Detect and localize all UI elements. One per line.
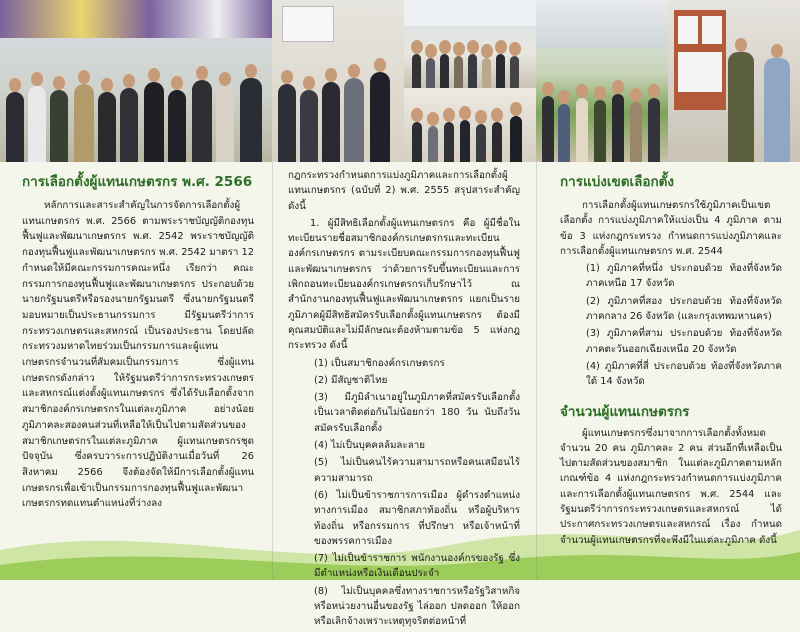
qualification-item-3: (3) มีภูมิลำเนาอยู่ในภูมิภาคที่สมัครรับเลือกตั้ง เป็นเวลาติดต่อกันไม่น้อยกว่า 180 วัน นับถึงวันสมัครรับเลือกตั้ง (314, 392, 520, 434)
group-photo-officials (0, 0, 272, 162)
qualification-item-5: (5) ไม่เป็นคนไร้ความสามารถหรือคนเสมือนไร้ความสามารถ (314, 457, 520, 484)
heading-representative-count: จำนวนผู้แทนเกษตรกร (560, 403, 690, 420)
queue-registration-photo (404, 0, 536, 88)
qualification-item-1: (1) เป็นสมาชิกองค์กรเกษตรกร (314, 357, 445, 369)
heading-constituency-division: การแบ่งเขตเลือกตั้ง (560, 174, 675, 190)
column-election-overview (22, 162, 254, 514)
region-item-2: (2) ภูมิภาคที่สอง ประกอบด้วย ท้องที่จังหวัดภาคกลาง 26 จังหวัด (และกรุงเทพมหานคร) (586, 295, 782, 323)
region-item-3: (3) ภูมิภาคที่สาม ประกอบด้วย ท้องที่จังหวัดภาคตะวันออกเฉียงเหนือ 20 จังหวัด (586, 328, 782, 355)
qualification-item-6: (6) ไม่เป็นข้าราชการการเมือง ผู้ดำรงตำแหน่งทางการเมือง สมาชิกสภาท้องถิ่น หรือผู้บริหารท้องถิ่น หรือกรรมการ ที่ปรึกษา หรือเจ้าหน้าที่ของพรรคการเมือง (314, 489, 520, 547)
heading-election-2566: การเลือกตั้งผู้แทนเกษตรกร พ.ศ. 2566 (22, 174, 253, 190)
qualification-item-7: (7) ไม่เป็นข้าราชการ พนักงานองค์กรของรัฐ ซึ่งมีตำแหน่งหรือเงินเดือนประจำ (314, 553, 520, 580)
qualification-item-2: (2) มีสัญชาติไทย (314, 374, 388, 386)
constituency-paragraph: การเลือกตั้งผู้แทนเกษตรกรใช้ภูมิภาคเป็นเขตเลือกตั้ง การแบ่งภูมิภาคให้แบ่งเป็น 4 ภูมิภาค ตามข้อ 3 แห่งกฎกระทรวง กำหนดการแบ่งภูมิภาคและการเลือกตั้งผู้แทนเกษตรกร พ.ศ. 2544 (560, 200, 782, 257)
photo-strip (0, 0, 800, 162)
notice-board-photo (668, 0, 800, 162)
column-constituency (560, 162, 782, 550)
region-item-1: (1) ภูมิภาคที่หนึ่ง ประกอบด้วย ท้องที่จังหวัดภาคเหนือ 17 จังหวัด (586, 263, 782, 290)
qualification-item-4: (4) ไม่เป็นบุคคลล้มละลาย (314, 440, 425, 452)
column-ministerial-regulation (288, 162, 520, 632)
region-item-4: (4) ภูมิภาคที่สี่ ประกอบด้วย ท้องที่จังหวัดภาคใต้ 14 จังหวัด (586, 360, 782, 388)
representative-count-paragraph: ผู้แทนเกษตรกรซึ่งมาจากการเลือกตั้งทั้งหมดจำนวน 20 คน ภูมิภาคละ 2 คน ส่วนอีกที่เหลือเป็นไปตามสัดส่วนของสมาชิก ในแต่ละภูมิภาคตามหลักเกณฑ์ข้อ 4 แห่งกฎกระทรวงกำหนดการแบ่งภูมิภาค และการเลือกตั้งผู้แทนเกษตรกร พ.ศ. 2544 และรัฐมนตรีว่าการกระทรวงเกษตรและสหกรณ์ ได้ประกาศกระทรวงเกษตรและสหกรณ์ เรื่อง กำหนดจำนวนผู้แทนเกษตรกรที่จะพึงมีในแต่ละภูมิภาค ดังนี้ (560, 427, 782, 546)
classroom-voting-photo (404, 88, 536, 162)
outdoor-queue-photo (536, 0, 668, 162)
qualification-item-8: (8) ไม่เป็นบุคคลซึ่งทางราชการหรือรัฐวิสาหกิจ หรือหน่วยงานอื่นของรัฐ ไล่ออก ปลดออก ให้ออกหรือเลิกจ้างเพราะเหตุทุจริตต่อหน้าที่ (314, 585, 520, 628)
eligibility-point-1: 1. ผู้มีสิทธิเลือกตั้งผู้แทนเกษตรกร คือ ผู้มีชื่อในทะเบียนรายชื่อสมาชิกองค์กรเกษตรกรและทะเบียนองค์กรเกษตรกร ตามระเบียบคณะกรรมการกองทุนฟื้นฟูและพัฒนาเกษตรกร ว่าด้วยการรับขึ้นทะเบียนและการเพิกถอนทะเบียนองค์กรเกษตรกรเก็บรักษาไว้ ณ สำนักงานกองทุนฟื้นฟูและพัฒนาเกษตรกร แยกเป็นรายภูมิภาคผู้มีสิทธิสมัครรับเลือกตั้งผู้แทนเกษตรกร ต้องมีคุณสมบัติและไม่มีลักษณะต้องห้ามตามข้อ 5 แห่งกฎกระทรวง ดังนี้ (288, 217, 520, 352)
regulation-intro: กฎกระทรวงกำหนดการแบ่งภูมิภาคและการเลือกตั้งผู้แทนเกษตรกร (ฉบับที่ 2) พ.ศ. 2555 สรุปสาระสำคัญดังนี้ (288, 170, 520, 212)
election-principles-paragraph: หลักการและสาระสำคัญในการจัดการเลือกตั้งผู้แทนเกษตรกร พ.ศ. 2566 ตามพระราชบัญญัติกองทุนฟื้นฟูและพัฒนาเกษตรกร พ.ศ. 2542 พระราชบัญญัติกองทุนฟื้นฟูและพัฒนาเกษตรกร พ.ศ. 2542 มาตรา 12 กำหนดให้มีคณะกรรมการคณะหนึ่ง เรียกว่า คณะกรรมการกองทุนฟื้นฟูและพัฒนาเกษตรกร ประกอบด้วย นายกรัฐมนตรีหรือรองนายกรัฐมนตรี ซึ่งนายกรัฐมนตรีมอบหมายเป็นประธานกรรมการ มีรัฐมนตรีว่าการกระทรวงเกษตรและสหกรณ์ เป็นรองประธาน โดยปลัดกระทรวงมหาดไทยร่วมเป็นกรรมการและผู้แทนเกษตรกรจำนวนที่สัมคมเป็นกรรมการ ซึ่งผู้แทนเกษตรกรดังกล่าว ให้รัฐมนตรีว่าการกระทรวงเกษตรและสหกรณ์แต่งตั้งผู้แทนเกษตรกร ซึ่งได้รับเลือกตั้งจากสมาชิกองค์กรเกษตรกรในแต่ละภูมิภาค อย่างน้อยภูมิภาคละสองคนส่วนที่เหลือให้เป็นไปตามสัดส่วนของสมาชิกเกษตรกรในแต่ละภูมิภาค ผู้แทนเกษตรกรชุดปัจจุบัน ซึ่งครบวาระการปฏิบัติงานเมื่อวันที่ 26 สิงหาคม 2566 จึงต้องจัดให้มีการเลือกตั้งผู้แทนเกษตรกรเพื่อเข้าเป็นกรรมการกองทุนฟื้นฟูและพัฒนาเกษตรกรทดแทนตำแหน่งที่ว่างลง (22, 200, 254, 510)
meeting-room-photo (272, 0, 404, 162)
